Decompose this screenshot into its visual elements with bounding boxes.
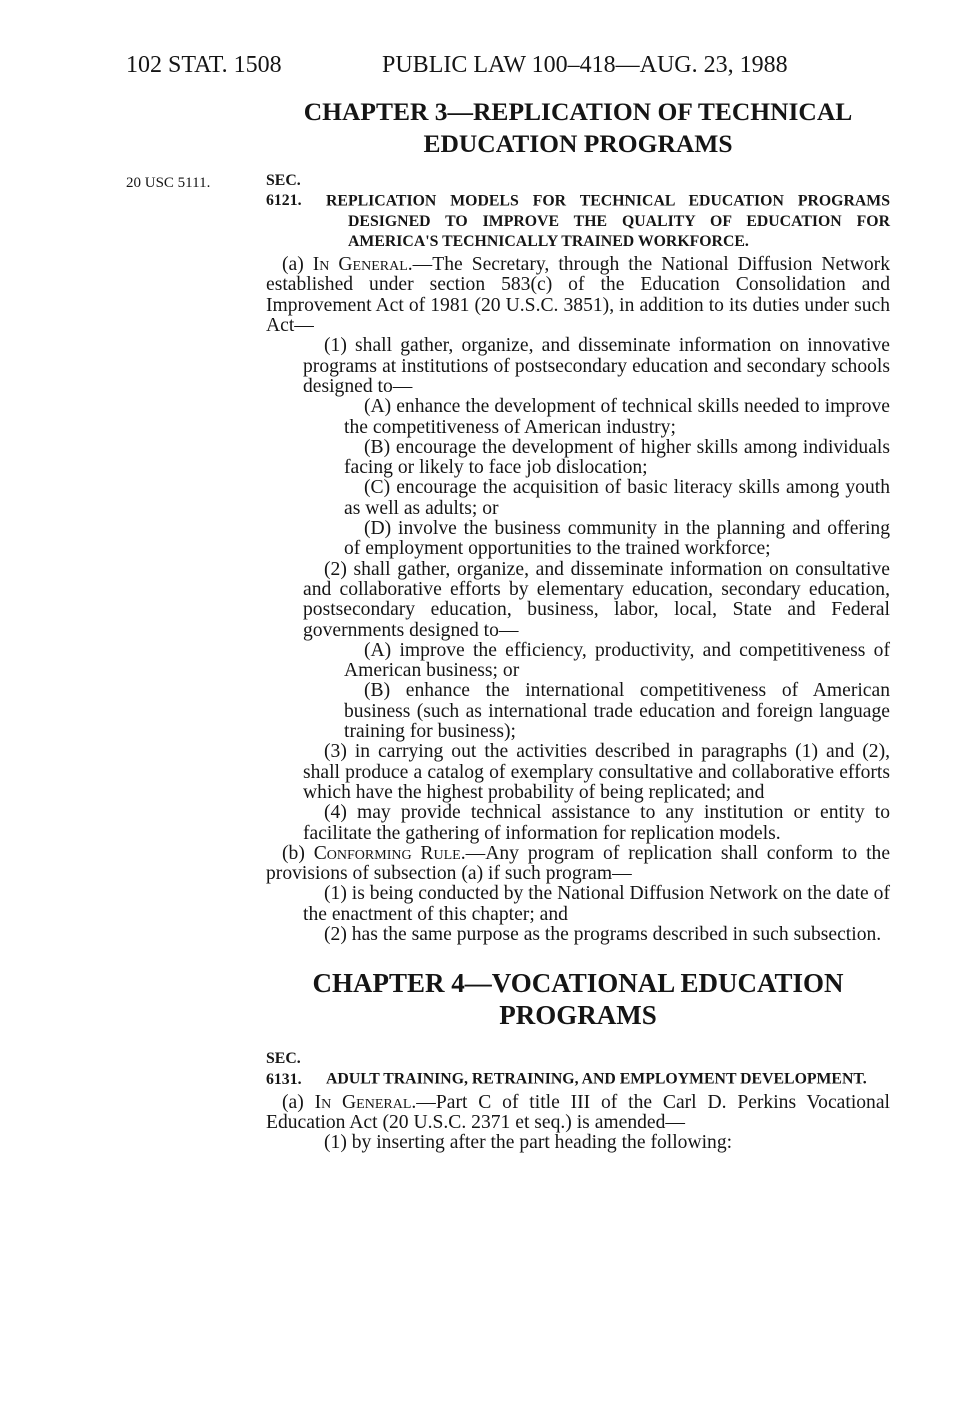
body-text bbox=[266, 96, 890, 1154]
paragraph-a2: (2) shall gather, organize, and disseminate information on consultative and collaborative efforts by elementary education, secondary education, postsecondary education, business, labor, local, State and Federal governments designed to— bbox=[303, 558, 890, 641]
section-title: ADULT TRAINING, RETRAINING, AND EMPLOYMENT DEVELOPMENT. bbox=[326, 1070, 867, 1088]
chapter-4-heading bbox=[266, 967, 890, 1031]
section-number: SEC. 6121. bbox=[266, 172, 302, 210]
subsection-b bbox=[266, 844, 890, 885]
subsection-heading: Conforming Rule. bbox=[313, 842, 466, 864]
subparagraph-a1B: (B) encourage the development of higher skills among individuals facing or likely to face job dislocation; bbox=[344, 436, 890, 479]
section-6131-heading bbox=[266, 1049, 890, 1090]
stat-citation: 102 STAT. 1508 bbox=[126, 52, 282, 78]
subsection-label: (b) bbox=[282, 842, 314, 864]
page-header-title: PUBLIC LAW 100–418—AUG. 23, 1988 bbox=[382, 52, 788, 78]
chapter-3-heading-line1: CHAPTER 3—REPLICATION OF TECHNICAL bbox=[303, 97, 853, 126]
paragraph-a4: (4) may provide technical assistance to any institution or entity to facilitate the gathering of information for replication models. bbox=[303, 802, 890, 844]
subsection-text: —The Secretary, through the National Diffusion Network established under section 583(c) of the Education Consolidation and Improvement Act of 1981 (20 U.S.C. 3851), in addition to its duties under such Act— bbox=[266, 254, 890, 337]
margin-note-usc: 20 USC 5111. bbox=[126, 175, 211, 191]
section-number: SEC. 6131. bbox=[266, 1050, 302, 1088]
paragraph-a1: (1) by inserting after the part heading the following: bbox=[324, 1132, 733, 1154]
subsection-heading: In General. bbox=[314, 1091, 417, 1113]
subsection-a bbox=[266, 1093, 890, 1134]
chapter-3-heading bbox=[266, 96, 890, 160]
subsection-label: (a) bbox=[282, 1091, 315, 1113]
subsection-label: (a) bbox=[282, 254, 313, 276]
subparagraph-a2B: (B) enhance the international competitiveness of American business (such as international trade education and foreign language training for business); bbox=[344, 680, 890, 743]
subparagraph-a2A: (A) improve the efficiency, productivity, and competitiveness of American business; or bbox=[344, 639, 890, 682]
paragraph-a3: (3) in carrying out the activities described in paragraphs (1) and (2), shall produce a catalog of exemplary consultative and collaborative efforts which have the highest probability of being replicated; and bbox=[303, 741, 890, 803]
chapter-4-heading-line1: CHAPTER 4—VOCATIONAL EDUCATION bbox=[312, 968, 844, 999]
subparagraph-a1D: (D) involve the business community in the planning and offering of employment opportunities to the trained workforce; bbox=[344, 518, 890, 560]
paragraph-b2: (2) has the same purpose as the programs described in such subsection. bbox=[324, 923, 882, 945]
subparagraph-a1C: (C) encourage the acquisition of basic literacy skills among youth as well as adults; or bbox=[344, 477, 890, 519]
subparagraph-a1A: (A) enhance the development of technical skills needed to improve the competitiveness of American industry; bbox=[344, 396, 890, 438]
paragraph-b1: (1) is being conducted by the National Diffusion Network on the date of the enactment of this chapter; and bbox=[303, 883, 890, 925]
subsection-text: —Part C of title III of the Carl D. Perkins Vocational Education Act (20 U.S.C. 2371 et seq.) is amended— bbox=[266, 1091, 890, 1134]
paragraph-a1: (1) shall gather, organize, and disseminate information on innovative programs at institutions of postsecondary education and secondary schools designed to— bbox=[303, 335, 890, 397]
section-6121-heading bbox=[266, 171, 890, 252]
subsection-text: —Any program of replication shall conform to the provisions of subsection (a) if such program— bbox=[266, 842, 891, 885]
section-title: REPLICATION MODELS FOR TECHNICAL EDUCATION PROGRAMS DESIGNED TO IMPROVE THE QUALITY OF EDUCATION FOR AMERICA'S TECHNICALLY TRAINED WORKFORCE. bbox=[326, 192, 890, 250]
subsection-heading: In General. bbox=[312, 254, 413, 276]
chapter-4-heading-line2: PROGRAMS bbox=[499, 1000, 657, 1031]
chapter-3-heading-line2: EDUCATION PROGRAMS bbox=[423, 129, 733, 158]
subsection-a bbox=[266, 255, 890, 336]
